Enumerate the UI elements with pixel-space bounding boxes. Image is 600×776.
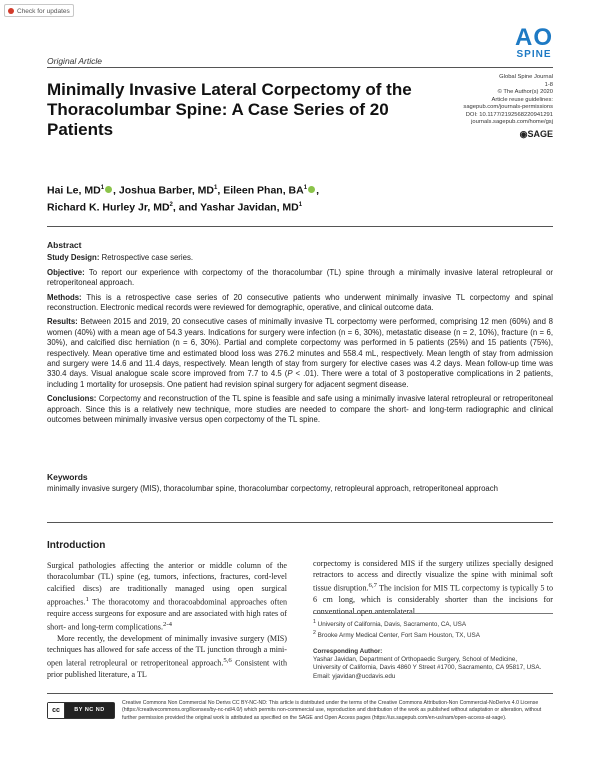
- author-affiliation-sup: 2: [169, 201, 173, 208]
- abstract-heading: Abstract: [47, 240, 82, 250]
- methods-label: Methods:: [47, 292, 82, 302]
- abstract-top-divider: [47, 226, 553, 227]
- abstract-study-design: [47, 253, 553, 263]
- update-icon: [8, 8, 14, 14]
- author-separator: ,: [316, 184, 319, 197]
- intro-p2b-text: Consistent with prior published literature, a TL: [47, 658, 287, 680]
- meta-permissions-link[interactable]: sagepub.com/journals-permissions: [463, 104, 553, 110]
- results-p-symbol: P: [287, 369, 293, 379]
- abstract-objective: [47, 268, 553, 289]
- cc-license-badge[interactable]: [47, 702, 115, 719]
- license-text: Creative Commons Non Commercial No Derivs CC BY-NC-ND: This article is distributed under the terms of the Creative Commons Attribution-Non Commercial-NoDerivs 4.0 License (https://creativecommons.org/licenses/by-nc-nd/4.0/) which permits non-commercial use, reproduction and distribution of the work as published without adaptation or alteration, without further permission provided the original work is attributed as specified on the SAGE and Open Access pages (https://us.sagepub.com/en-us/nam/open-access-at-sage).: [122, 700, 542, 721]
- meta-copyright: © The Author(s) 2020: [497, 89, 553, 95]
- abstract-bottom-divider: [47, 522, 553, 523]
- intro-p1-text: Surgical pathologies affecting the anterior or middle column of the thoracolumbar (TL) spine (eg, tumors, infections, fractures, cord-level calcified discs) are traditionally managed using open surgical approaches.: [47, 561, 287, 607]
- cc-terms-icons: BY NC ND: [65, 703, 114, 718]
- results-text-a: Between 2015 and 2019, 20 consecutive cases of minimally invasive TL corpectomy were performed, comprising 12 men (60%) and 8 women (40%) with a mean age of 54.3 years. Indications for surgery were infection (n = 6, 30%), metastatic disease (n = 2, 10%), fracture (n = 6, 30%), and calcified disc herniation (n = 6, 30%). Partial and complete corpectomy was performed in 5 patients (25%) and 15 patients (75%), respectively. Mean operative time and estimated blood loss was 276.2 minutes and 558.4 mL, respectively. Mean length of stay from admission and surgery were 14.6 and 11.4 days, respectively. Mean length of stay from surgery for elective cases was 4.2 days. Mean follow-up time was 330.4 days. Visual analogue scale score improved from 7.7 to 4.5 (: [47, 317, 553, 379]
- abstract-results: [47, 317, 553, 390]
- author-line-1: [47, 181, 367, 198]
- cc-icon: cc: [48, 703, 65, 718]
- affiliation-divider: [313, 613, 553, 614]
- affiliation-text: Brooke Army Medical Center, Fort Sam Houston, TX, USA: [317, 632, 480, 640]
- abstract: [47, 240, 553, 430]
- orcid-icon[interactable]: [105, 186, 112, 193]
- methods-text: This is a retrospective case series of 20 consecutive patients who underwent minimally invasive TL corpectomy and spinal reconstruction. Electronic medical records were reviewed for demographic, operative, and clinical outcome data.: [47, 292, 553, 313]
- intro-p2-text: More recently, the development of minimally invasive surgery (MIS) techniques has allowed for safe access of the TL junction through a mini-open lateral retropleural or retroperitoneal approach.: [47, 633, 287, 668]
- intro-paragraph-1: [47, 560, 287, 633]
- author-name[interactable]: Eileen Phan, BA: [223, 184, 304, 197]
- affiliation-text: University of California, Davis, Sacramento, CA, USA: [317, 621, 467, 629]
- author-affiliation-sup: 1: [214, 185, 218, 191]
- article-type: Original Article: [47, 56, 102, 66]
- affiliation-sup: 1: [313, 619, 316, 625]
- intro-paragraph-2: [47, 633, 287, 681]
- keywords-text: minimally invasive surgery (MIS), thoracolumbar spine, thoracolumbar corpectomy, retropleural approach, retroperitoneal approach: [47, 484, 498, 494]
- citation-ref[interactable]: 1: [85, 595, 89, 603]
- keywords-heading: Keywords: [47, 472, 88, 482]
- author-separator: ,: [113, 184, 119, 197]
- intro-col2-text: corpectomy is considered MIS if the surgery utilizes specially designed retractors to access and directly visualize the spine with minimal soft tissue disruption.: [313, 559, 553, 594]
- results-label: Results:: [47, 317, 78, 327]
- meta-home-link[interactable]: journals.sagepub.com/home/gsj: [471, 119, 553, 125]
- affiliation-sup: 2: [313, 630, 316, 637]
- corresponding-email[interactable]: Email: yjavidan@ucdavis.edu: [313, 672, 396, 680]
- orcid-icon[interactable]: [308, 186, 315, 193]
- sage-text: SAGE: [527, 129, 553, 139]
- meta-doi[interactable]: DOI: 10.1177/2192568220941291: [465, 111, 553, 118]
- license-divider: [47, 693, 553, 694]
- affiliations: [313, 613, 553, 640]
- check-for-updates-badge[interactable]: [4, 4, 74, 17]
- citation-ref[interactable]: 2-4: [162, 620, 172, 628]
- author-name[interactable]: Joshua Barber, MD: [118, 184, 214, 197]
- corresponding-line-1: Yashar Javidan, Department of Orthopaedic Surgery, School of Medicine,: [313, 656, 518, 664]
- introduction-column-1: [47, 540, 287, 680]
- intro-col2b-text: The incision for MIS TL corpectomy is typically 5 to 6 cm long, which is considerably shorter than the incisions for conventional open anterolateral: [313, 584, 553, 616]
- introduction-heading: Introduction: [47, 540, 106, 551]
- logo-spine-text: SPINE: [516, 49, 552, 60]
- author-affiliation-sup: 1: [100, 185, 105, 191]
- author-affiliation-sup: 1: [303, 185, 308, 191]
- author-separator: ,: [217, 184, 224, 197]
- header-divider: [47, 67, 553, 68]
- meta-pages: 1-8: [544, 81, 553, 88]
- abstract-conclusions: [47, 394, 553, 425]
- corresponding-label-text: Corresponding Author:: [313, 648, 383, 655]
- affiliation-2: [313, 629, 553, 640]
- corresponding-line-2: University of California, Davis 4860 Y Street #1700, Sacramento, CA 95817, USA.: [313, 664, 542, 672]
- corresponding-author: [313, 648, 553, 681]
- objective-label: Objective:: [47, 267, 85, 277]
- meta-reuse: Article reuse guidelines:: [491, 96, 553, 103]
- author-name[interactable]: Yashar Javidan, MD: [200, 201, 299, 213]
- objective-text: To report our experience with corpectomy of the thoracolumbar (TL) spine through a minimally invasive lateral retropleural or retroperitoneal approach.: [47, 267, 553, 288]
- introduction-column-2: [313, 558, 553, 617]
- author-separator: , and: [172, 201, 201, 213]
- author-name[interactable]: Hai Le, MD: [47, 184, 101, 197]
- conclusions-label: Conclusions:: [47, 394, 97, 404]
- abstract-methods: [47, 293, 553, 314]
- results-text-b: < .01). There were a total of 3 postoperative complications in 2 patients, including 1 mortality for urosepsis. One patient had revision spinal surgery for adjacent segment disease.: [47, 369, 553, 389]
- author-line-2: [47, 198, 367, 215]
- author-name[interactable]: Richard K. Hurley Jr, MD: [47, 201, 170, 213]
- check-for-updates-label: Check for updates: [17, 8, 70, 15]
- article-title: Minimally Invasive Lateral Corpectomy of the Thoracolumbar Spine: A Case Series of 20 Patients: [47, 80, 412, 139]
- study-design-label: Study Design:: [47, 253, 100, 263]
- logo-ao-text: AO: [515, 24, 553, 51]
- author-affiliation-sup: 1: [298, 201, 303, 208]
- affiliation-1: [313, 618, 553, 629]
- sage-logo: [520, 129, 553, 140]
- citation-ref[interactable]: 5,6: [223, 657, 232, 665]
- meta-journal: Global Spine Journal: [499, 74, 553, 80]
- sage-icon: ◉: [519, 129, 528, 139]
- citation-ref[interactable]: 6,7: [368, 582, 377, 590]
- journal-meta: [463, 74, 553, 127]
- intro-p1b-text: The thoracotomy and thoracoabdominal approaches often require access surgeons for exposure and are associated with high rates of short- and long-term complications.: [47, 597, 287, 632]
- author-list: [47, 181, 367, 214]
- corresponding-label: [313, 648, 553, 656]
- study-design-text: Retrospective case series.: [101, 253, 194, 263]
- journal-logo: [515, 24, 553, 60]
- conclusions-text: Corpectomy and reconstruction of the TL spine is feasible and safe using a minimally invasive lateral retropleural or retroperitoneal approach. Since this is a relatively new technique, more studies are needed to compare the short- and long-term radiographic and clinical outcomes between minimally invasive versus open corpectomy of the TL spine.: [47, 394, 553, 425]
- keywords: [47, 472, 553, 495]
